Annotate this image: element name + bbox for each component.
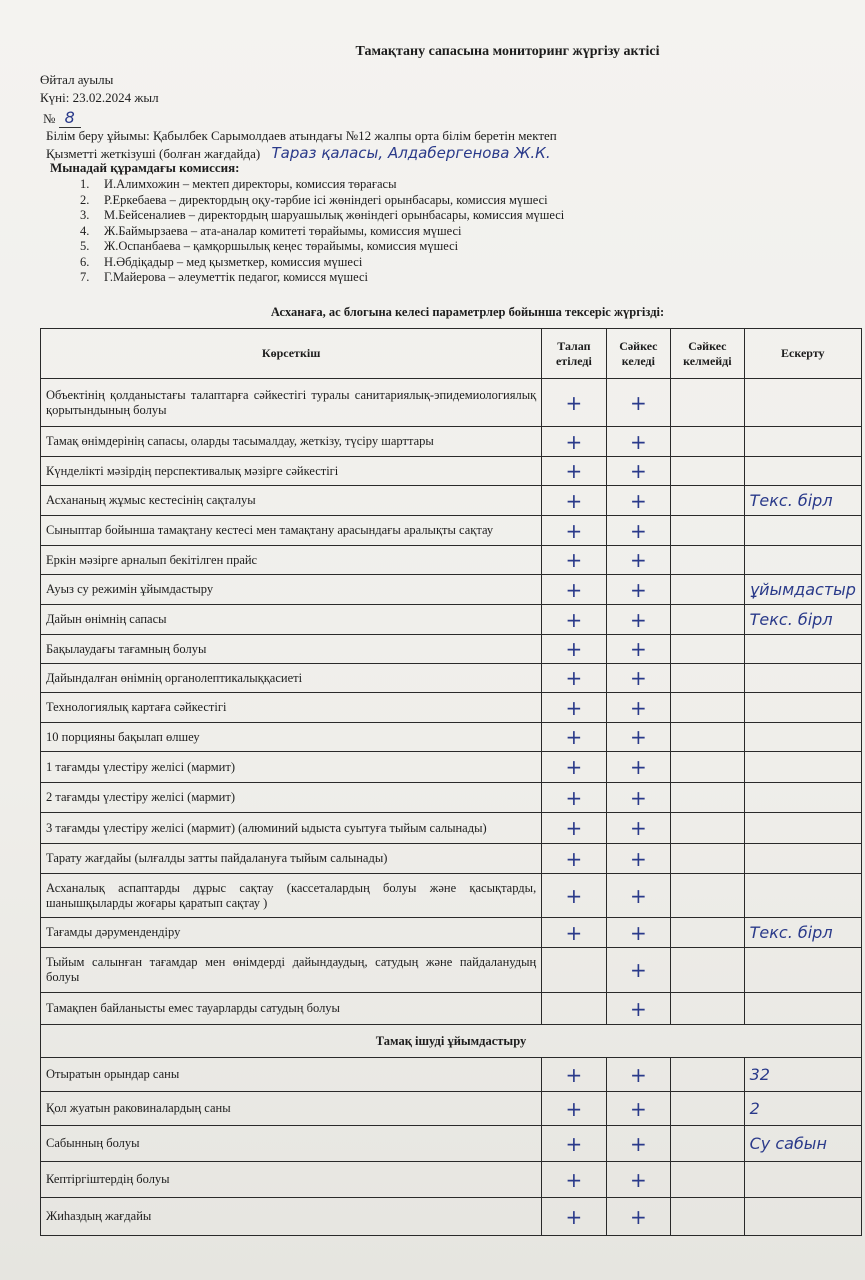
compliant-cell: + — [606, 1058, 670, 1092]
table-row — [41, 752, 862, 783]
compliant-cell: + — [606, 457, 670, 486]
column-header: Талап етіледі — [542, 329, 606, 379]
required-cell: + — [542, 546, 606, 575]
indicator-cell: Тамақ өнімдерінің сапасы, оларды тасымалдау, жеткізу, түсіру шарттары — [41, 427, 542, 457]
indicator-cell: Тарату жағдайы (ылғалды затты пайдалануға тыйым салынады) — [41, 844, 542, 874]
remark-cell: Текс. бірл — [744, 918, 861, 948]
commission-member: 3. М.Бейсеналиев – директордың шаруашылық жөніндегі орынбасары, комиссия мүшесі — [80, 208, 565, 222]
remark-cell — [744, 457, 861, 486]
place-line: Өйтал ауылы — [40, 72, 114, 87]
remark-cell: Су сабын — [744, 1126, 861, 1162]
required-cell — [542, 948, 606, 993]
remark-cell — [744, 546, 861, 575]
table-row — [41, 918, 862, 948]
noncompliant-cell — [671, 693, 745, 723]
table-row — [41, 693, 862, 723]
indicator-cell: Технологиялық картаға сәйкестігі — [41, 693, 542, 723]
date-line: Күні: 23.02.2024 жыл — [40, 90, 159, 105]
indicator-cell: Асханалық аспаптарды дұрыс сақтау (кассеталардың болуы және қасықтарды, шанышқыларды жоғары қаратып сақтау ) — [41, 874, 542, 918]
indicator-cell: Бақылаудағы тағамның болуы — [41, 635, 542, 664]
table-row — [41, 993, 862, 1025]
noncompliant-cell — [671, 874, 745, 918]
noncompliant-cell — [671, 605, 745, 635]
required-cell: + — [542, 664, 606, 693]
table-row — [41, 664, 862, 693]
compliant-cell: + — [606, 486, 670, 516]
noncompliant-cell — [671, 1162, 745, 1198]
indicator-cell: Дайын өнімнің сапасы — [41, 605, 542, 635]
noncompliant-cell — [671, 1198, 745, 1236]
noncompliant-cell — [671, 486, 745, 516]
inspection-table — [40, 328, 862, 1236]
noncompliant-cell — [671, 379, 745, 427]
column-header: Сәйкес келеді — [606, 329, 670, 379]
table-row — [41, 1058, 862, 1092]
table-row — [41, 486, 862, 516]
required-cell: + — [542, 1126, 606, 1162]
noncompliant-cell — [671, 664, 745, 693]
indicator-cell: Асхананың жұмыс кестесінің сақталуы — [41, 486, 542, 516]
required-cell: + — [542, 813, 606, 844]
provider-value: Тараз қаласы, Алдабергенова Ж.К. — [271, 144, 551, 162]
required-cell: + — [542, 575, 606, 605]
column-header: Ескерту — [744, 329, 861, 379]
table-row — [41, 948, 862, 993]
noncompliant-cell — [671, 723, 745, 752]
noncompliant-cell — [671, 993, 745, 1025]
commission-list — [80, 177, 564, 286]
noncompliant-cell — [671, 1126, 745, 1162]
remark-cell — [744, 379, 861, 427]
remark-cell — [744, 1162, 861, 1198]
compliant-cell: + — [606, 427, 670, 457]
compliant-cell: + — [606, 813, 670, 844]
compliant-cell: + — [606, 783, 670, 813]
table-row — [41, 546, 862, 575]
compliant-cell: + — [606, 1126, 670, 1162]
required-cell: + — [542, 635, 606, 664]
required-cell: + — [542, 486, 606, 516]
compliant-cell: + — [606, 546, 670, 575]
compliant-cell: + — [606, 664, 670, 693]
remark-cell — [744, 693, 861, 723]
compliant-cell: + — [606, 575, 670, 605]
noncompliant-cell — [671, 783, 745, 813]
table-row — [41, 427, 862, 457]
noncompliant-cell — [671, 1058, 745, 1092]
remark-cell — [744, 1198, 861, 1236]
indicator-cell: Тағамды дәрумендендіру — [41, 918, 542, 948]
organization-line: Білім беру ұйымы: Қабылбек Сарымолдаев атындағы №12 жалпы орта білім беретін мектеп — [46, 128, 557, 143]
column-header: Көрсеткіш — [41, 329, 542, 379]
commission-member: 1. И.Алимхожин – мектеп директоры, комиссия төрағасы — [80, 177, 397, 191]
noncompliant-cell — [671, 813, 745, 844]
noncompliant-cell — [671, 752, 745, 783]
indicator-cell: Тамақпен байланысты емес тауарларды сатудың болуы — [41, 993, 542, 1025]
indicator-cell: Еркін мәзірге арналып бекітілген прайс — [41, 546, 542, 575]
compliant-cell: + — [606, 752, 670, 783]
noncompliant-cell — [671, 516, 745, 546]
compliant-cell: + — [606, 1198, 670, 1236]
remark-cell: 2 — [744, 1092, 861, 1126]
table-row — [41, 874, 862, 918]
remark-cell — [744, 516, 861, 546]
remark-cell — [744, 752, 861, 783]
table-row — [41, 813, 862, 844]
required-cell: + — [542, 752, 606, 783]
noncompliant-cell — [671, 457, 745, 486]
remark-cell — [744, 874, 861, 918]
document-title: Тамақтану сапасына мониторинг жүргізу актісі — [355, 44, 660, 59]
remark-cell — [744, 813, 861, 844]
table-row — [41, 575, 862, 605]
compliant-cell: + — [606, 723, 670, 752]
number-value: 8 — [59, 108, 81, 128]
table-row — [41, 1092, 862, 1126]
required-cell: + — [542, 457, 606, 486]
required-cell: + — [542, 723, 606, 752]
table-row — [41, 516, 862, 546]
required-cell: + — [542, 605, 606, 635]
commission-member: 6. Н.Әбдіқадыр – мед қызметкер, комиссия мүшесі — [80, 254, 363, 269]
remark-cell — [744, 635, 861, 664]
required-cell: + — [542, 918, 606, 948]
indicator-cell: Сабынның болуы — [41, 1126, 542, 1162]
indicator-cell: Тыйым салынған тағамдар мен өнімдерді дайындаудың, сатудың және пайдаланудың болуы — [41, 948, 542, 993]
noncompliant-cell — [671, 427, 745, 457]
indicator-cell: Ауыз су режимін ұйымдастыру — [41, 575, 542, 605]
table-row — [41, 635, 862, 664]
indicator-cell: 1 тағамды үлестіру желісі (мармит) — [41, 752, 542, 783]
provider-label: Қызметті жеткізуші (болған жағдайда) — [46, 146, 261, 161]
remark-cell — [744, 844, 861, 874]
table-row — [41, 1162, 862, 1198]
compliant-cell: + — [606, 693, 670, 723]
required-cell: + — [542, 1058, 606, 1092]
commission-heading: Мынадай құрамдағы комиссия: — [50, 160, 240, 175]
table-row — [41, 783, 862, 813]
required-cell — [542, 993, 606, 1025]
remark-cell: ұйымдастыр — [744, 575, 861, 605]
indicator-cell: Сыныптар бойынша тамақтану кестесі мен тамақтану арасындағы аралықты сақтау — [41, 516, 542, 546]
column-header: Сәйкес келмейді — [671, 329, 745, 379]
noncompliant-cell — [671, 546, 745, 575]
commission-member: 7. Г.Майерова – әлеуметтік педагог, комисся мүшесі — [80, 270, 368, 284]
indicator-cell: Кептіргіштердің болуы — [41, 1162, 542, 1198]
compliant-cell: + — [606, 605, 670, 635]
compliant-cell: + — [606, 993, 670, 1025]
compliant-cell: + — [606, 918, 670, 948]
required-cell: + — [542, 874, 606, 918]
remark-cell — [744, 993, 861, 1025]
noncompliant-cell — [671, 635, 745, 664]
table-row — [41, 457, 862, 486]
indicator-cell: Күнделікті мәзірдің перспективалық мәзірге сәйкестігі — [41, 457, 542, 486]
noncompliant-cell — [671, 575, 745, 605]
indicator-cell: 2 тағамды үлестіру желісі (мармит) — [41, 783, 542, 813]
required-cell: + — [542, 783, 606, 813]
compliant-cell: + — [606, 948, 670, 993]
indicator-cell: Дайындалған өнімнің органолептикалыққасиеті — [41, 664, 542, 693]
noncompliant-cell — [671, 1092, 745, 1126]
remark-cell — [744, 783, 861, 813]
compliant-cell: + — [606, 874, 670, 918]
table-row — [41, 1126, 862, 1162]
remark-cell: 32 — [744, 1058, 861, 1092]
compliant-cell: + — [606, 1162, 670, 1198]
table-row — [41, 844, 862, 874]
table-row — [41, 605, 862, 635]
required-cell: + — [542, 693, 606, 723]
required-cell: + — [542, 427, 606, 457]
compliant-cell: + — [606, 379, 670, 427]
indicator-cell: Жиһаздың жағдайы — [41, 1198, 542, 1236]
noncompliant-cell — [671, 844, 745, 874]
table-row — [41, 1198, 862, 1236]
remark-cell: Текс. бірл — [744, 486, 861, 516]
table-row — [41, 379, 862, 427]
remark-cell — [744, 664, 861, 693]
compliant-cell: + — [606, 1092, 670, 1126]
table-row — [41, 723, 862, 752]
remark-cell: Текс. бірл — [744, 605, 861, 635]
compliant-cell: + — [606, 516, 670, 546]
compliant-cell: + — [606, 844, 670, 874]
required-cell: + — [542, 516, 606, 546]
required-cell: + — [542, 379, 606, 427]
noncompliant-cell — [671, 918, 745, 948]
indicator-cell: Объектінің қолданыстағы талаптарға сәйкестігі туралы санитариялық-эпидемиологиялық қорытындының болуы — [41, 379, 542, 427]
section-title: Тамақ ішуді ұйымдастыру — [41, 1025, 862, 1058]
remark-cell — [744, 723, 861, 752]
indicator-cell: Қол жуатын раковиналардың саны — [41, 1092, 542, 1126]
indicator-cell: 10 порцияны бақылап өлшеу — [41, 723, 542, 752]
commission-member: 2. Р.Еркебаева – директордың оқу-тәрбие ісі жөніндегі орынбасары, комиссия мүшесі — [80, 192, 548, 207]
indicator-cell: Отыратын орындар саны — [41, 1058, 542, 1092]
required-cell: + — [542, 844, 606, 874]
remark-cell — [744, 948, 861, 993]
required-cell: + — [542, 1198, 606, 1236]
number-label: № — [43, 111, 56, 126]
commission-member: 4. Ж.Баймырзаева – ата-аналар комитеті төрайымы, комиссия мүшесі — [80, 223, 462, 238]
required-cell: + — [542, 1162, 606, 1198]
noncompliant-cell — [671, 948, 745, 993]
compliant-cell: + — [606, 635, 670, 664]
indicator-cell: 3 тағамды үлестіру желісі (мармит) (алюминий ыдыста суытуға тыйым салынады) — [41, 813, 542, 844]
required-cell: + — [542, 1092, 606, 1126]
remark-cell — [744, 427, 861, 457]
commission-member: 5. Ж.Оспанбаева – қамқоршылық кеңес төрайымы, комиссия мүшесі — [80, 239, 459, 253]
inspection-heading: Асханаға, ас блогына келесі параметрлер бойынша тексеріс жүргізді: — [270, 305, 665, 319]
number-line — [43, 108, 81, 127]
